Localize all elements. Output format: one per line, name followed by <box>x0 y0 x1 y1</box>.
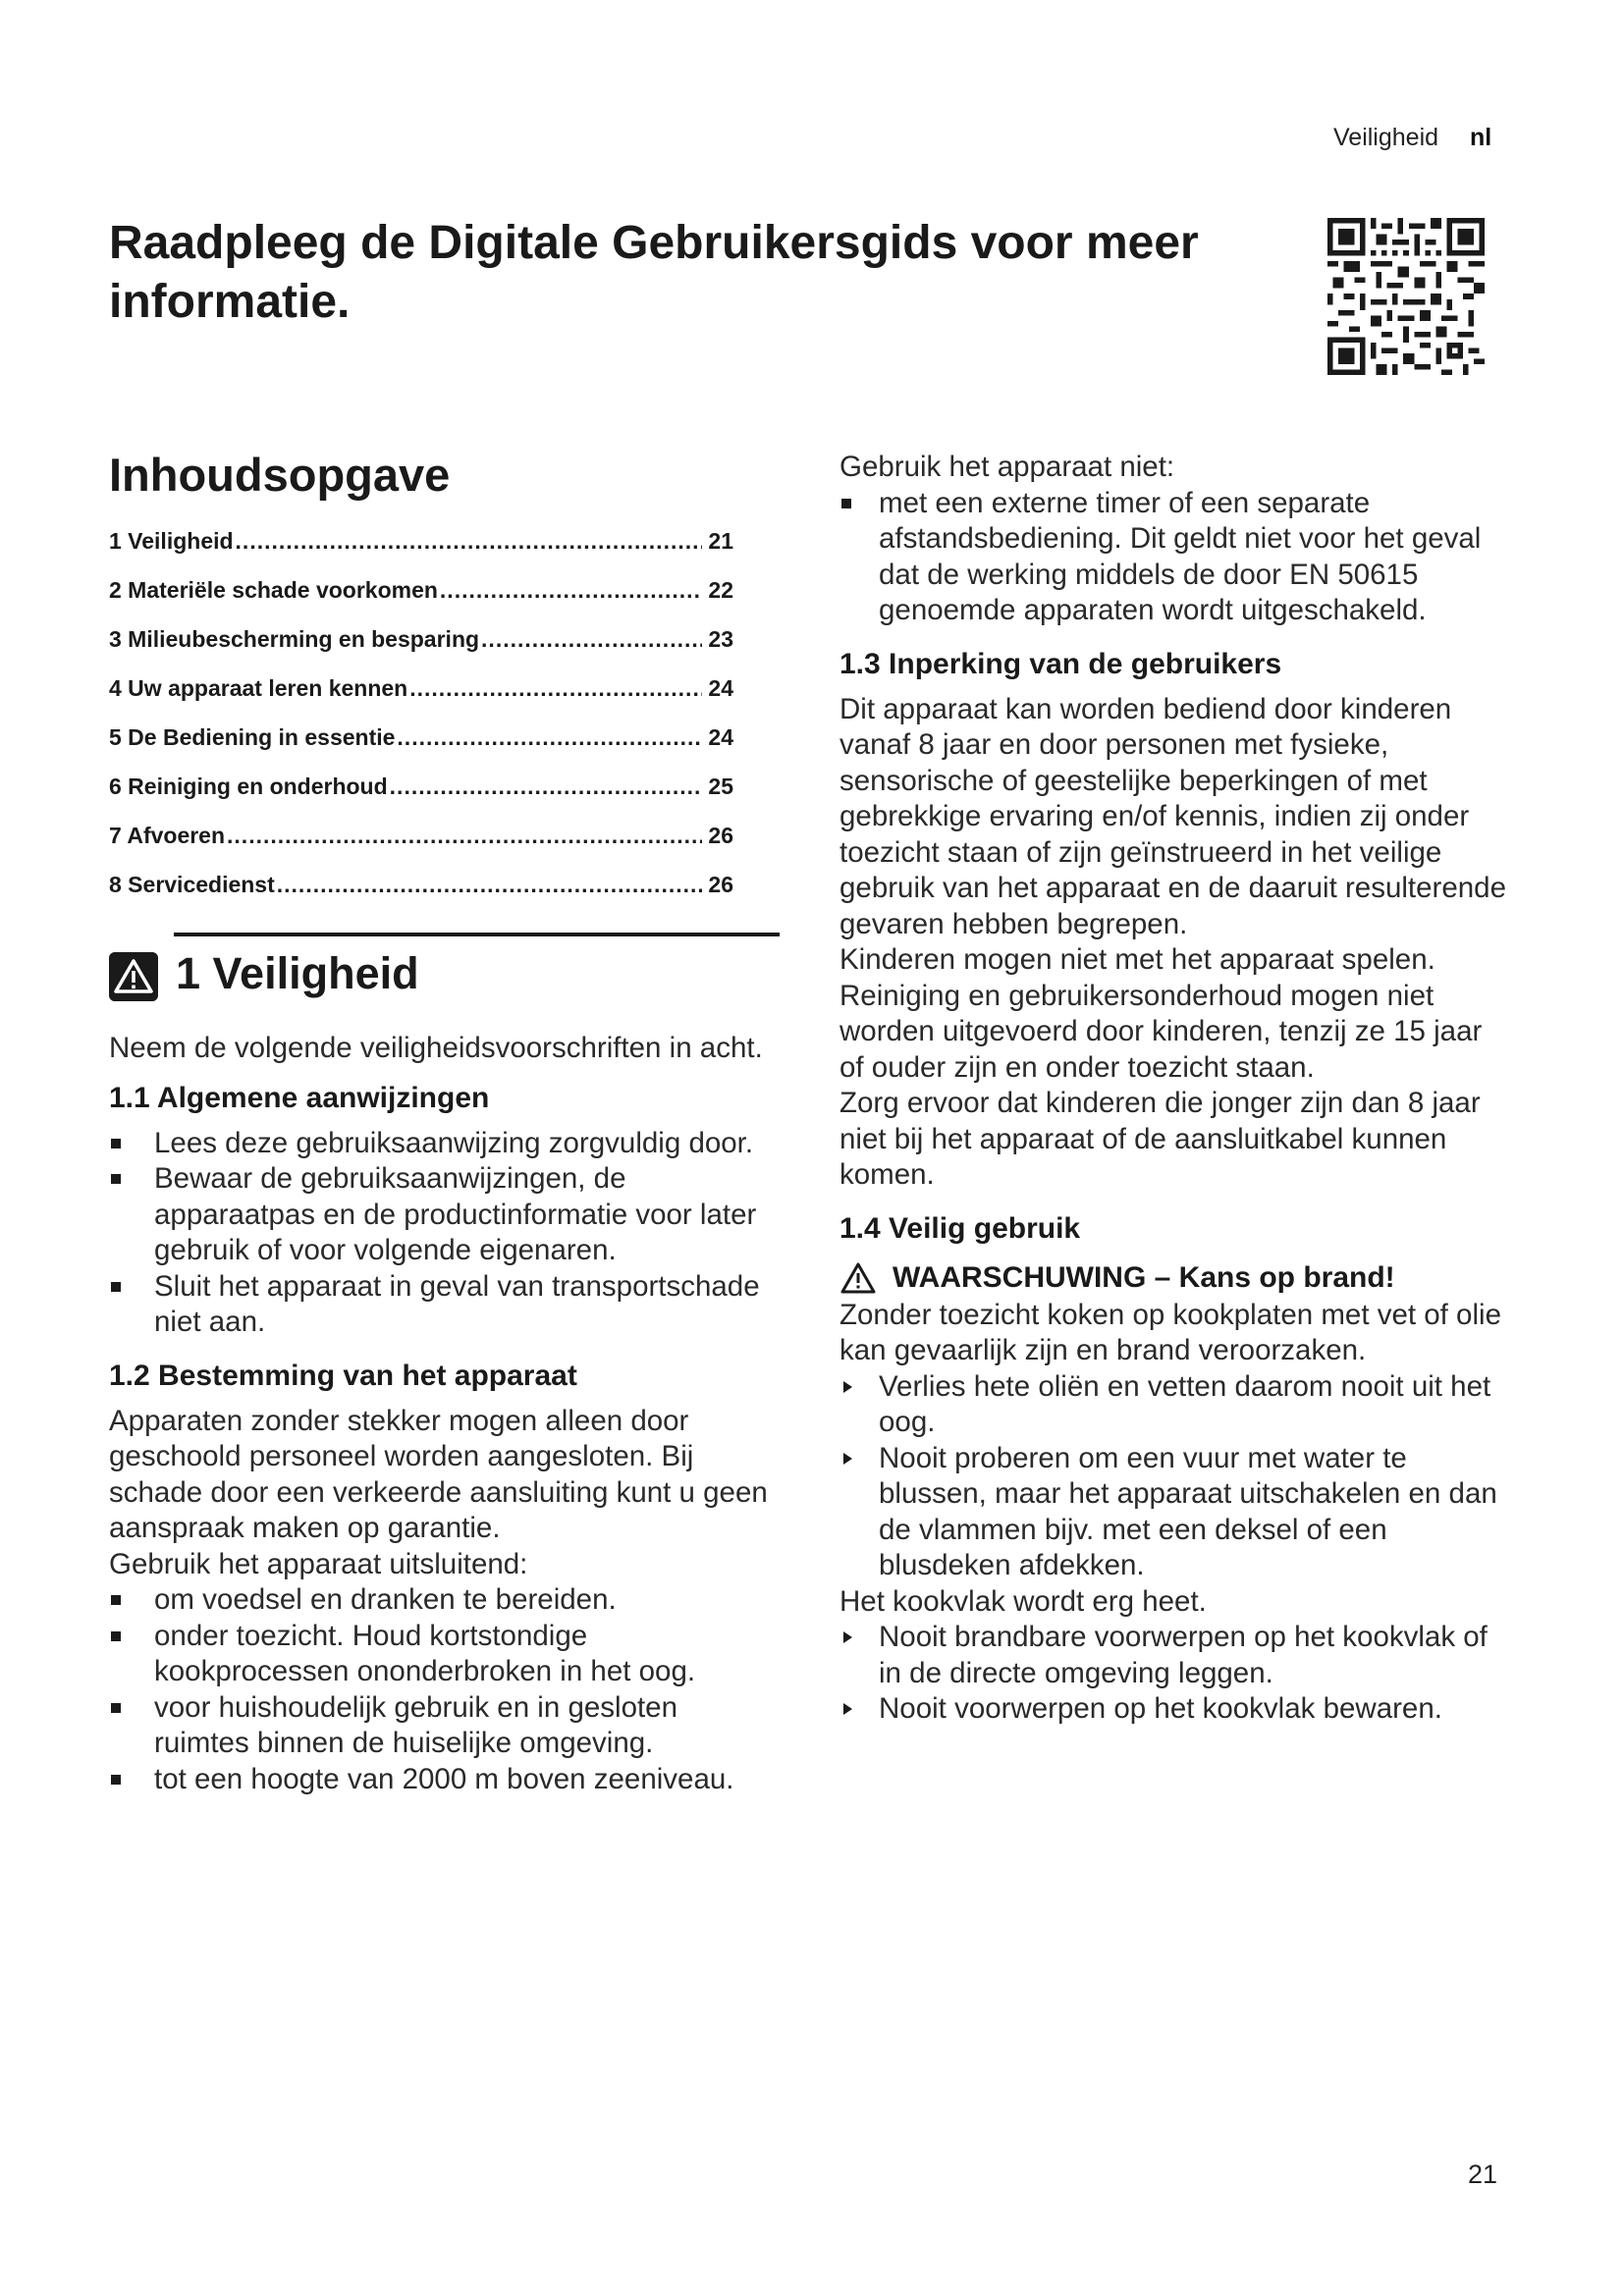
fire-warning <box>839 1260 1507 1296</box>
chapter-rule <box>174 933 780 936</box>
section-heading-1-3: 1.3 Inperking van de gebruikers <box>839 647 1282 680</box>
toc-item-label: 8 Servicedienst <box>109 872 275 897</box>
paragraph: Gebruik het apparaat uitsluitend: <box>109 1547 528 1580</box>
toc-item-label: 3 Milieubescherming en besparing <box>109 626 480 652</box>
list-item: Verlies hete oliën en vetten daarom nooit uit het oog. <box>839 1369 1507 1441</box>
toc-title: Inhoudsopgave <box>109 449 451 501</box>
toc-leader <box>440 575 702 605</box>
toc-item-label: 4 Uw apparaat leren kennen <box>109 675 408 701</box>
toc-leader <box>277 870 703 899</box>
qr-code-icon[interactable] <box>1327 218 1485 375</box>
chapter-intro: Neem de volgende veiligheidsvoorschriften in acht. <box>109 1032 763 1064</box>
toc-item-label: 5 De Bediening in essentie <box>109 724 396 750</box>
list-item: met een externe timer of een separate afstandsbediening. Dit geldt niet voor het geval dat de werking middels de door EN 50615 genoemde apparaten wordt uitgeschakeld. <box>839 486 1507 629</box>
list-item: onder toezicht. Houd kortstondige kookprocessen ononderbroken in het oog. <box>109 1619 777 1690</box>
toc-item-page: 26 <box>708 823 733 848</box>
toc-item[interactable] <box>109 624 733 673</box>
toc-item[interactable] <box>109 673 733 722</box>
header-section-name: Veiligheid <box>1333 124 1439 151</box>
intended-use-list <box>109 1582 777 1797</box>
paragraph: Kinderen mogen niet met het apparaat spelen. <box>839 943 1435 976</box>
paragraph: Zonder toezicht koken op kookplaten met vet of olie kan gevaarlijk zijn en brand veroorzaken. <box>839 1298 1501 1366</box>
section-heading-1-4: 1.4 Veilig gebruik <box>839 1211 1081 1245</box>
toc-item-label: 2 Materiële schade voorkomen <box>109 577 438 603</box>
toc-item-page: 22 <box>708 577 733 603</box>
toc-item[interactable] <box>109 575 733 624</box>
toc-leader <box>397 722 702 752</box>
list-item: Nooit brandbare voorwerpen op het kookvlak of in de directe omgeving leggen. <box>839 1620 1507 1691</box>
toc-list <box>109 526 777 919</box>
list-item: Lees deze gebruiksaanwijzing zorgvuldig door. <box>109 1126 777 1162</box>
list-item: om voedsel en dranken te bereiden. <box>109 1582 777 1619</box>
toc-leader <box>227 821 702 850</box>
toc-item-page: 23 <box>708 626 733 652</box>
toc-leader <box>236 526 703 556</box>
toc-item-page: 26 <box>708 872 733 897</box>
warning-triangle-icon <box>839 1261 877 1295</box>
left-column <box>109 448 777 1797</box>
chapter-title: 1 Veiligheid <box>176 948 419 998</box>
paragraph: Apparaten zonder stekker mogen alleen door geschoold personeel worden aangesloten. Bij schade door een verkeerde aansluiting kunt u geen aanspraak maken op garantie. <box>109 1404 768 1544</box>
chapter-heading <box>109 933 777 1031</box>
list-item: Sluit het apparaat in geval van transportschade niet aan. <box>109 1269 777 1341</box>
warning-text: WAARSCHUWING – Kans op brand! <box>893 1260 1395 1294</box>
toc-item[interactable] <box>109 526 733 575</box>
right-column <box>839 450 1507 1728</box>
list-item: voor huishoudelijk gebruik en in gesloten ruimtes binnen de huiselijke omgeving. <box>109 1690 777 1762</box>
paragraph: Zorg ervoor dat kinderen die jonger zijn dan 8 jaar niet bij het apparaat of de aansluitkabel kunnen komen. <box>839 1087 1481 1191</box>
toc-leader <box>481 624 702 654</box>
toc-item-page: 24 <box>708 724 733 750</box>
list-item: tot een hoogte van 2000 m boven zeeniveau. <box>109 1762 777 1798</box>
toc-item-label: 7 Afvoeren <box>109 823 226 848</box>
toc-item-page: 21 <box>708 528 733 554</box>
toc-leader <box>409 673 702 703</box>
fire-actions-list <box>839 1369 1507 1584</box>
toc-item-page: 24 <box>708 675 733 701</box>
toc-item-label: 1 Veiligheid <box>109 528 234 554</box>
paragraph: Gebruik het apparaat niet: <box>839 451 1175 483</box>
toc-item[interactable] <box>109 821 733 870</box>
page-title: Raadpleeg de Digitale Gebruikersgids voor meer informatie. <box>109 217 1199 328</box>
list-item: Bewaar de gebruiksaanwijzingen, de apparaatpas en de productinformatie voor later gebruik of voor volgende eigenaren. <box>109 1161 777 1269</box>
section-heading-1-1: 1.1 Algemene aanwijzingen <box>109 1081 490 1114</box>
toc-item[interactable] <box>109 722 733 772</box>
toc-item[interactable] <box>109 870 733 919</box>
paragraph: Reiniging en gebruikersonderhoud mogen niet worden uitgevoerd door kinderen, tenzij ze 15 jaar of ouder zijn en onder toezicht staan. <box>839 979 1483 1084</box>
header-language-code: nl <box>1470 124 1492 151</box>
section-heading-1-2: 1.2 Bestemming van het apparaat <box>109 1359 577 1392</box>
list-item: Nooit voorwerpen op het kookvlak bewaren. <box>839 1691 1507 1728</box>
not-intended-use-list <box>839 486 1507 629</box>
paragraph: Het kookvlak wordt erg heet. <box>839 1584 1207 1618</box>
general-instructions-list <box>109 1126 777 1341</box>
toc-leader <box>390 772 703 801</box>
toc-item[interactable] <box>109 772 733 821</box>
hot-surface-actions-list <box>839 1620 1507 1728</box>
page-number: 21 <box>1468 2160 1498 2189</box>
toc-item-label: 6 Reiniging en onderhoud <box>109 774 388 799</box>
paragraph: Dit apparaat kan worden bediend door kinderen vanaf 8 jaar en door personen met fysieke, sensorische of geestelijke beperkingen of met gebrekkige ervaring en/of kennis, indien zij onder toezicht staan of zijn geïnstrueerd in het veilige gebruik van het apparaat en de daaruit resulterende gevaren hebben begrepen. <box>839 692 1506 940</box>
warning-icon <box>109 952 158 1001</box>
list-item: Nooit proberen om een vuur met water te blussen, maar het apparaat uitschakelen en dan de vlammen bijv. met een deksel of een blusdeken afdekken. <box>839 1441 1507 1584</box>
toc-item-page: 25 <box>708 774 733 799</box>
